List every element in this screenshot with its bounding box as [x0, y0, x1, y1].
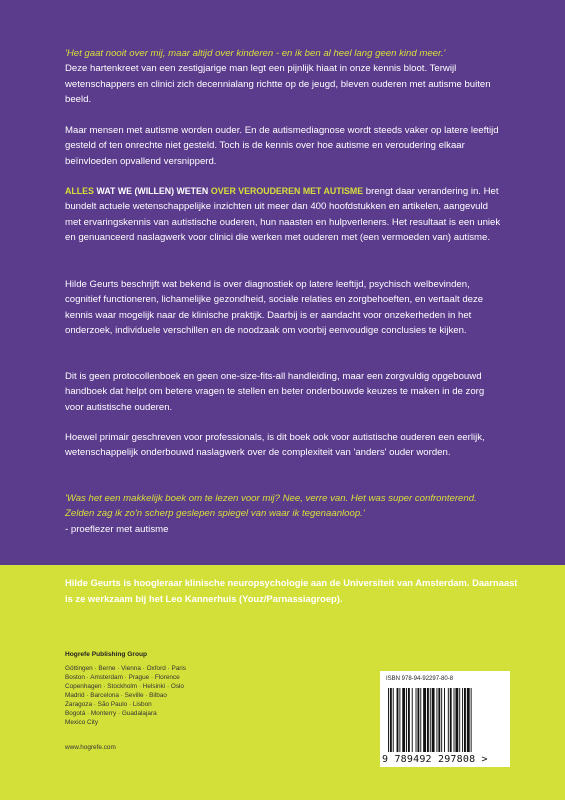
barcode-bar — [438, 688, 440, 752]
isbn-label: ISBN 978-94-92297-80-8 — [386, 676, 454, 682]
publisher-cities-line: Mexico City — [65, 719, 99, 726]
barcode-bar — [471, 688, 472, 752]
barcode-bar — [467, 688, 470, 752]
paragraph-book-intro — [65, 184, 505, 245]
barcode-bar — [430, 688, 431, 752]
barcode-bar — [417, 688, 419, 752]
publisher-cities-line: Boston · Amsterdam · Prague · Florence — [65, 674, 180, 681]
publisher-website: www.hogrefe.com — [65, 744, 116, 751]
barcode-bar — [423, 688, 426, 752]
publisher-cities-line: Zaragoza · São Paulo · Lisbon — [65, 701, 152, 708]
book-title-part2: WAT WE (WILLEN) WETEN — [96, 186, 209, 196]
paragraph-contents: Hilde Geurts beschrijft wat bekend is over diagnostiek op latere leeftijd, psychisch welbevinden, cognitief functioneren, lichamelijke gezondheid, sociale relaties en zorgbehoeften, en vertaalt deze kennis waar mogelijk naar de klinische praktijk. Daarbij is er aandacht voor onzekerheden in het onderzoek, individuele verschillen en de noodzaak om voorbij eenvoudige conclusies te kijken. — [65, 279, 484, 336]
author-bio: Hilde Geurts is hoogleraar klinische neuropsychologie aan de Universiteit van Amsterdam. Daarnaast is ze werkzaam bij het Leo Kannerhuis (Youz/Parnassiagroep). — [65, 577, 518, 604]
barcode-bar — [448, 688, 449, 752]
barcode-icon — [386, 688, 504, 752]
paragraph-aging: Maar mensen met autisme worden ouder. En de autismediagnose wordt steeds vaker op latere leeftijd gesteld of ten onrechte niet gesteld. Toch is de kennis over hoe autisme en veroudering elkaar beïnvloeden opvallend versnipperd. — [65, 125, 499, 167]
barcode-bar — [455, 688, 458, 752]
publisher-cities-line: Copenhagen · Stockholm · Helsinki · Oslo — [65, 683, 184, 690]
barcode-bar — [412, 688, 413, 752]
barcode-bar — [390, 688, 392, 752]
book-title-part3: OVER VEROUDEREN MET AUTISME — [210, 186, 364, 196]
barcode-bar — [454, 688, 455, 752]
barcode-bar — [420, 688, 421, 752]
barcode-bar — [459, 688, 460, 752]
barcode-bar — [464, 688, 466, 752]
barcode-number: 9 789492 297808 > — [382, 754, 488, 765]
barcode-bar — [399, 688, 400, 752]
barcode-bar — [427, 688, 429, 752]
paragraph-handbook: Dit is geen protocollenboek en geen one-size-fits-all handleiding, maar een zorgvuldig opgebouwd handboek dat helpt om betere vragen te stellen en beter onderbouwde keuzes te maken in de zorg voor autistische ouderen. — [65, 371, 485, 413]
barcode-bar — [388, 688, 389, 752]
barcode-bar — [393, 688, 394, 752]
closing-attribution: - proeflezer met autisme — [65, 523, 169, 535]
book-title-part1: ALLES — [65, 186, 94, 196]
publisher-name: Hogrefe Publishing Group — [65, 651, 148, 658]
publisher-cities-line: Göttingen · Berne · Vienna · Oxford · Paris — [65, 665, 187, 672]
barcode-bar — [402, 688, 405, 752]
barcode-bar — [432, 688, 435, 752]
barcode-bar — [444, 688, 445, 752]
barcode-bar — [441, 688, 442, 752]
closing-quote: 'Was het een makkelijk boek om te lezen voor mij? Nee, verre van. Het was super confronterend. Zelden zag ik zo'n scherp geslepen spiegel van waar ik tegenaanloop.' — [65, 493, 477, 520]
barcode-bar — [436, 688, 437, 752]
barcode-bar — [416, 688, 417, 752]
barcode-bar — [406, 688, 407, 752]
paragraph-book-intro-text: brengt daar verandering in. Het bundelt actuele wetenschappelijke inzichten uit meer dan 400 hoofdstukken en artikelen, aangevuld met ervaringskennis van autistische ouderen, hun naasten en hulpverleners. Het resultaat is een uniek en genuanceerd naslagwerk voor clinici die werken met ouderen met (een vermoeden van) autisme. — [65, 186, 501, 243]
opening-section — [65, 46, 505, 107]
publisher-cities-line: Bogotá · Monterry · Guadalajara — [65, 710, 157, 717]
closing-section — [65, 491, 505, 537]
barcode-bar — [397, 688, 399, 752]
barcode-bar — [462, 688, 463, 752]
barcode-bar — [408, 688, 410, 752]
publisher-cities-line: Madrid · Barcelona · Seville · Bilbao — [65, 692, 167, 699]
opening-quote: 'Het gaat nooit over mij, maar altijd over kinderen - en ik ben al heel lang geen kind meer.' — [65, 48, 446, 59]
barcode-bar — [450, 688, 452, 752]
paragraph-intro: Deze hartenkreet van een zestigjarige man legt een pijnlijk hiaat in onze kennis bloot. Terwijl wetenschappers en clinici zich decennialang richtte op de jeugd, bleven ouderen met autisme buiten beeld. — [65, 63, 491, 105]
barcode-area — [380, 671, 510, 767]
paragraph-audience: Hoewel primair geschreven voor professionals, is dit boek ook voor autistische ouderen een eerlijk, wetenschappelijk onderbouwd naslagwerk over de complexiteit van 'anders' ouder worden. — [65, 432, 485, 459]
